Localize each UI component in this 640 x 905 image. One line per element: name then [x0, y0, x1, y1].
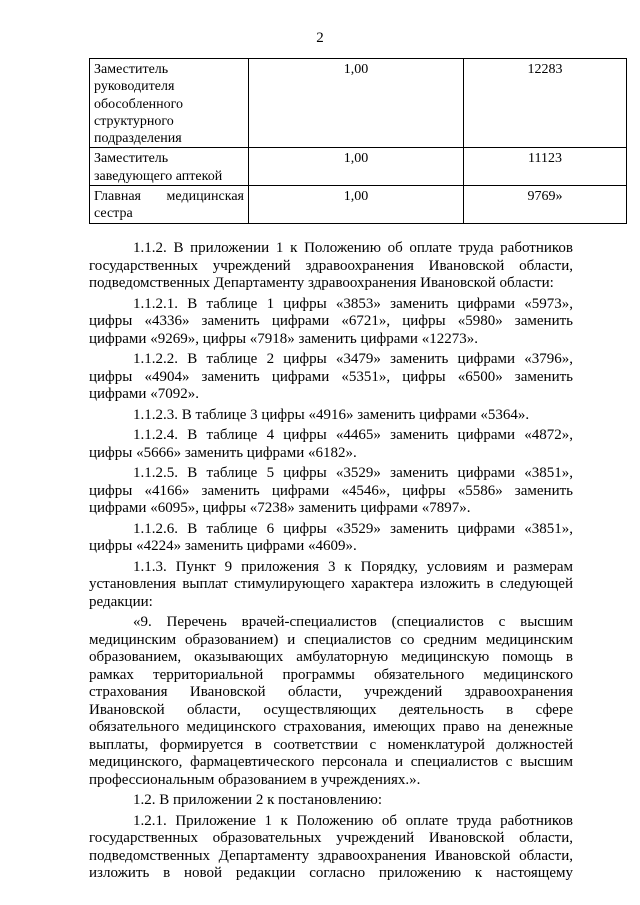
text-line: цифры «4224» заменить цифрами «4609».	[89, 538, 357, 554]
text-line: установления выплат стимулирующего характера изложить в следующей	[89, 576, 573, 592]
paragraph	[89, 521, 573, 556]
text-line: цифры «4166» заменить цифрами «4546», цифры «5586» заменить	[89, 482, 573, 499]
paragraph	[89, 614, 573, 789]
text-line: медицинского, фармацевтического персонала и специалистов с высшим	[89, 754, 573, 770]
text-line: цифрами «7092».	[89, 386, 199, 402]
rate-cell: 1,00	[249, 148, 464, 186]
text-line: цифры «5666» заменить цифрами «6182».	[89, 444, 357, 461]
text-line: подведомственных Департаменту здравоохранения Ивановской области,	[89, 847, 573, 864]
rate-cell: 1,00	[249, 59, 464, 148]
text-line: 1.2. В приложении 2 к постановлению:	[133, 792, 383, 808]
salary-cell: 12283	[464, 59, 627, 148]
position-line: обособленного	[94, 96, 184, 112]
table-row	[90, 59, 627, 148]
text-line: редакции:	[89, 593, 153, 610]
paragraph	[89, 559, 573, 612]
table-row	[90, 186, 627, 224]
salary-cell: 11123	[464, 148, 627, 186]
text-line: государственных образовательных учреждений Ивановской области,	[89, 830, 573, 846]
text-line: 1.1.2. В приложении 1 к Положению об оплате труда работников	[133, 240, 573, 256]
position-line: сестра	[94, 206, 133, 222]
position-line: Заместитель	[94, 151, 169, 167]
text-line: профессиональным образованием в учреждениях.».	[89, 771, 421, 788]
text-line: страхования Ивановской области, учреждений здравоохранения	[89, 684, 573, 700]
position-line: руководителя	[94, 79, 175, 95]
position-line: Заместитель	[94, 62, 169, 77]
paragraph	[89, 465, 573, 518]
text-line: 1.1.3. Пункт 9 приложения 3 к Порядку, условиям и размерам	[133, 558, 573, 575]
position-line: подразделения	[94, 131, 182, 147]
text-line: медицинским образованием) и специалистов со средним медицинским	[89, 631, 573, 648]
body-text	[89, 240, 573, 886]
text-line: Ивановской области, осуществляющих деятельность в сфере	[89, 701, 573, 718]
text-line: 1.1.2.3. В таблице 3 цифры «4916» заменить цифрами «5364».	[133, 406, 530, 423]
rate-cell: 1,00	[249, 186, 464, 224]
paragraph	[89, 296, 573, 349]
text-line: изложить в новой редакции согласно приложению к настоящему	[89, 865, 573, 881]
salary-table	[89, 58, 627, 224]
page-number: 2	[316, 30, 324, 46]
text-line: 1.1.2.4. В таблице 4 цифры «4465» заменить цифрами «4872»,	[133, 427, 573, 443]
text-line: подведомственных Департаменту здравоохранения Ивановской области:	[89, 275, 554, 291]
text-line: 1.1.2.6. В таблице 6 цифры «3529» заменить цифрами «3851»,	[133, 520, 573, 537]
text-line: рамках территориальной программы обязательного медицинского	[89, 666, 573, 683]
paragraph	[89, 427, 573, 462]
text-line: образованием, оказывающих амбулаторную медицинскую помощь в	[89, 649, 573, 665]
text-line: 1.2.1. Приложение 1 к Положению об оплате труда работников	[133, 812, 573, 829]
position-cell	[90, 148, 249, 186]
position-line: структурного	[94, 113, 174, 129]
text-line: цифрами «9269», цифры «7918» заменить цифрами «12273».	[89, 330, 478, 347]
text-line: 1.1.2.2. В таблице 2 цифры «3479» заменить цифрами «3796»,	[133, 351, 573, 367]
paragraph	[89, 240, 573, 293]
text-line: выплаты, формируется в соответствии с номенклатурой должностей	[89, 736, 573, 753]
text-line: обязательного медицинского страхования, имеющих право на денежные	[89, 719, 573, 735]
text-line: 1.1.2.5. В таблице 5 цифры «3529» заменить цифрами «3851»,	[133, 465, 573, 481]
position-line: Главная медицинская	[94, 189, 244, 205]
table-row	[90, 148, 627, 186]
position-cell	[90, 59, 249, 148]
text-line: 1.1.2.1. В таблице 1 цифры «3853» заменить цифрами «5973»,	[133, 295, 573, 312]
text-line: цифры «4336» заменить цифрами «6721», цифры «5980» заменить	[89, 313, 573, 329]
paragraph	[89, 407, 573, 425]
position-line: заведующего аптекой	[94, 168, 223, 184]
text-line: цифрами «6095», цифры «7238» заменить цифрами «7897».	[89, 500, 471, 516]
paragraph	[89, 813, 573, 883]
paragraph	[89, 351, 573, 404]
text-line: государственных учреждений здравоохранения Ивановской области,	[89, 257, 573, 274]
text-line: цифры «4904» заменить цифрами «5351», цифры «6500» заменить	[89, 368, 573, 385]
salary-cell: 9769»	[464, 186, 627, 224]
paragraph	[89, 792, 573, 810]
position-cell	[90, 186, 249, 224]
text-line: «9. Перечень врачей-специалистов (специалистов с высшим	[133, 614, 573, 630]
